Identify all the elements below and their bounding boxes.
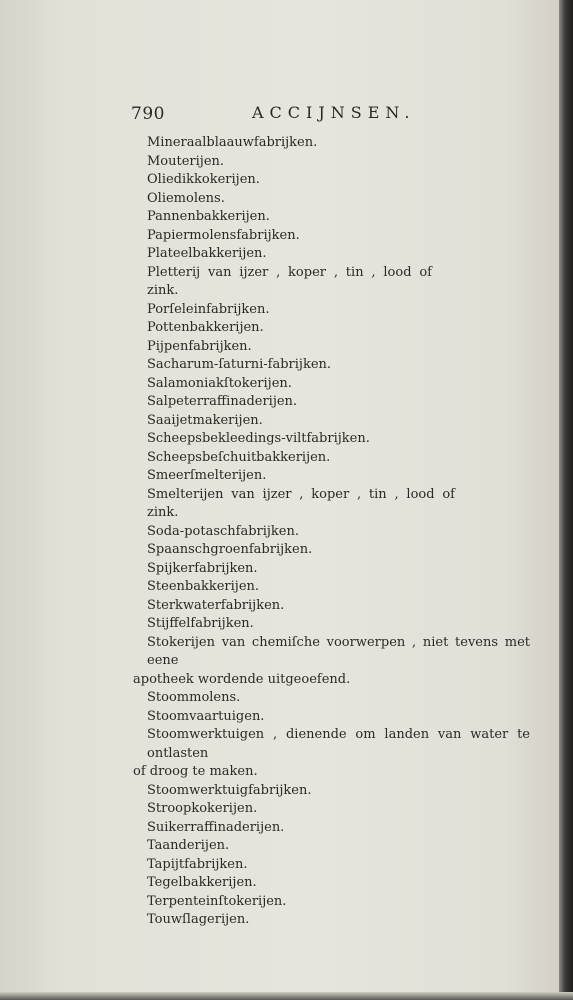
list-item: Plateelbakkerijen.	[147, 246, 267, 261]
running-head: ACCIJNSEN.	[252, 103, 416, 122]
list-item: Salpeterraffinaderijen.	[147, 394, 298, 409]
list-item: Pottenbakkerijen.	[147, 320, 264, 335]
list-item: Stijffelfabrijken.	[147, 616, 254, 631]
list-item: Terpenteinſtokerijen.	[147, 893, 287, 909]
list-item: Smelterijen van ijzer , koper , tin , lood of zink.	[147, 486, 455, 520]
list-item: Papiermolensfabrijken.	[147, 227, 300, 243]
list-item: Oliedikkokerijen.	[147, 172, 260, 187]
list-item: Stokerijen van chemiſche voorwerpen , niet tevens met eene apotheek wordende uitgeoefend.	[133, 634, 530, 687]
list-item: Stoommolens.	[147, 690, 241, 705]
list-item: Stoomwerktuigen , dienende om landen van water te ontlasten of droog te maken.	[133, 727, 530, 779]
list-item: Taanderijen.	[147, 838, 230, 853]
list-item: Stroopkokerijen.	[147, 801, 258, 816]
list-item: Spaanschgroenfabrijken.	[147, 542, 313, 557]
book-spine-edge	[559, 0, 573, 1000]
list-item: Pijpenfabrijken.	[147, 338, 252, 354]
list-item: Scheepsbekleedings-viltfabrijken.	[147, 431, 370, 446]
list-item: Steenbakkerijen.	[147, 579, 260, 594]
list-item: Porſeleinfabrijken.	[147, 301, 270, 317]
list-item: Tapijtfabrijken.	[147, 856, 248, 872]
list-item: Stoomwerktuigfabrijken.	[147, 782, 312, 798]
list-item: Saaijetmakerijen.	[147, 412, 263, 428]
list-item: Stoomvaartuigen.	[147, 708, 265, 724]
list-item: Touwſlagerijen.	[147, 912, 250, 927]
list-item: Spijkerfabrijken.	[147, 560, 258, 576]
entry-list	[133, 134, 533, 930]
list-item: Pletterij van ijzer , koper , tin , lood of zink.	[147, 264, 432, 298]
list-item: Sterkwaterfabrijken.	[147, 597, 285, 613]
list-item: Scheepsbeſchuitbakkerijen.	[147, 449, 331, 465]
list-item: Suikerraffinaderijen.	[147, 819, 285, 835]
page-number: 790	[131, 104, 165, 124]
list-item: Sacharum-ſaturni-fabrijken.	[147, 357, 332, 372]
list-item: Soda-potaschfabrijken.	[147, 523, 300, 539]
list-item: Mineraalblaauwfabrijken.	[147, 135, 318, 150]
list-item: Smeerſmelterijen.	[147, 468, 267, 483]
list-item: Oliemolens.	[147, 190, 225, 206]
list-item: Tegelbakkerijen.	[147, 875, 257, 890]
list-item: Salamoniakſtokerijen.	[147, 375, 292, 391]
list-item: Mouterijen.	[147, 153, 225, 169]
list-item: Pannenbakkerijen.	[147, 209, 270, 224]
page-bottom-edge	[0, 992, 573, 1000]
